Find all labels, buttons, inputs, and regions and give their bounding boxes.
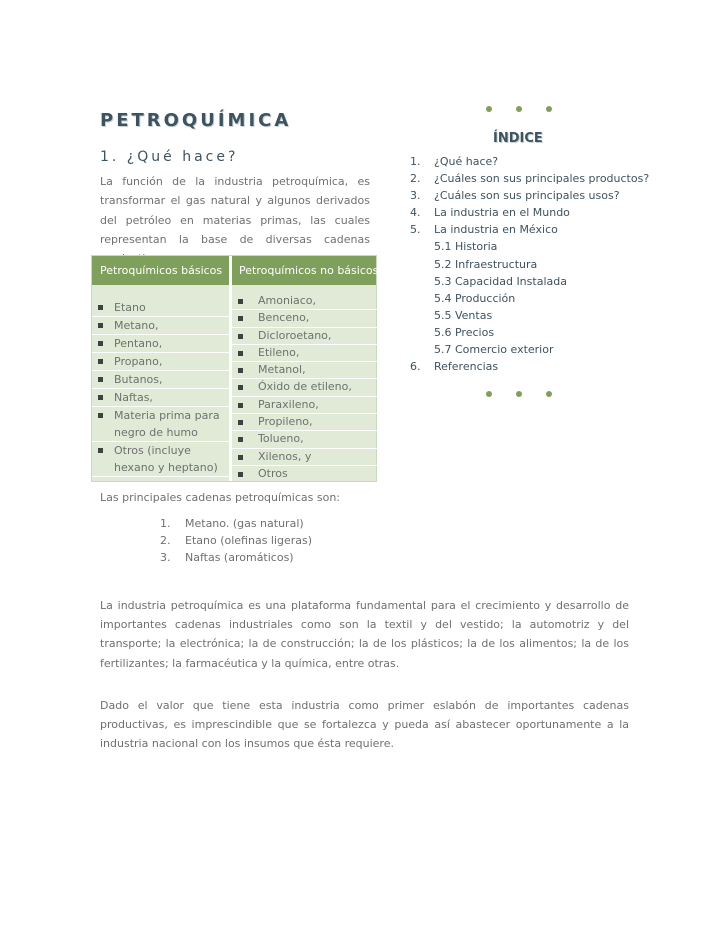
- list-item: Amoniaco,: [232, 293, 377, 310]
- list-item: Xilenos, y: [232, 449, 377, 466]
- list-item: Dicloroetano,: [232, 328, 377, 345]
- index-number: 6.: [410, 360, 421, 374]
- index-list: [410, 153, 649, 375]
- non-basic-list: [232, 293, 377, 483]
- index-subitem[interactable]: 5.1 Historia: [434, 240, 498, 254]
- industry-paragraph: La industria petroquímica es una plataforma fundamental para el crecimiento y desarrollo de importantes cadenas industriales como son la textil y del vestido; la automotriz y del transporte; la electrónica; la de construcción; la de los plásticos; la de los alimentos; la de los fertilizantes; la farmacéutica y la química, entre otras.: [100, 599, 629, 670]
- decorative-dots-top: [486, 106, 576, 112]
- index-title: ÍNDICE: [493, 131, 543, 146]
- list-text: Naftas (aromáticos): [185, 551, 294, 564]
- list-number: 3.: [160, 551, 171, 564]
- list-item: Metano,: [92, 317, 229, 335]
- index-label: Referencias: [434, 360, 499, 374]
- products-table-header: [92, 256, 379, 285]
- index-label: ¿Qué hace?: [434, 155, 499, 168]
- list-number: 2.: [160, 534, 171, 547]
- index-item[interactable]: [410, 153, 649, 170]
- list-item: Tolueno,: [232, 431, 377, 448]
- intro-paragraph: La función de la industria petroquímica, es transformar el gas natural y algunos derivados del petróleo en materias primas, las cuales representan la base de diversas cadenas: [100, 175, 370, 246]
- index-number: 2.: [410, 172, 421, 186]
- list-item: [160, 515, 312, 532]
- index-label: La industria en el Mundo: [434, 206, 570, 220]
- list-text: Metano. (gas natural): [185, 517, 304, 530]
- index-subitem[interactable]: 5.2 Infraestructura: [434, 257, 538, 271]
- chains-intro: Las principales cadenas petroquímicas son:: [100, 491, 340, 504]
- section-heading: 1. ¿Qué hace?: [100, 149, 239, 165]
- basic-list: [92, 299, 229, 477]
- index-subitem[interactable]: 5.7 Comercio exterior: [434, 343, 554, 357]
- dot-icon: [486, 106, 492, 112]
- basic-header: Petroquímicos básicos: [100, 264, 223, 277]
- list-item: [160, 549, 312, 566]
- list-text: Etano (olefinas ligeras): [185, 534, 313, 547]
- dot-icon: [546, 106, 552, 112]
- dot-icon: [486, 391, 492, 397]
- dot-icon: [516, 106, 522, 112]
- index-number: 5.: [410, 223, 421, 237]
- index-number: 4.: [410, 206, 421, 220]
- list-item: Otros (incluye hexano y heptano): [92, 442, 229, 477]
- list-item: Materia prima para negro de humo: [92, 407, 229, 442]
- list-item: Propileno,: [232, 414, 377, 431]
- index-label: La industria en México: [434, 223, 558, 237]
- index-label: ¿Cuáles son sus principales usos?: [434, 189, 620, 203]
- list-item: Naftas,: [92, 389, 229, 407]
- index-subitem[interactable]: 5.6 Precios: [434, 325, 495, 339]
- products-table: [91, 255, 377, 482]
- list-item: Etano: [92, 299, 229, 317]
- index-item[interactable]: [410, 170, 649, 187]
- index-subitem[interactable]: 5.3 Capacidad Instalada: [434, 274, 567, 288]
- index-number: 3.: [410, 189, 421, 203]
- list-item: Otros: [232, 466, 377, 483]
- chains-list: [160, 515, 312, 566]
- list-item: Benceno,: [232, 310, 377, 327]
- index-subitem[interactable]: 5.5 Ventas: [434, 308, 493, 322]
- list-item: Butanos,: [92, 371, 229, 389]
- index-item[interactable]: [410, 221, 649, 238]
- list-item: Pentano,: [92, 335, 229, 353]
- dot-icon: [516, 391, 522, 397]
- index-subitem[interactable]: 5.4 Producción: [434, 291, 516, 305]
- page-title: PETROQUÍMICA: [100, 110, 292, 131]
- list-item: Etileno,: [232, 345, 377, 362]
- index-item[interactable]: [410, 358, 649, 375]
- list-number: 1.: [160, 517, 171, 530]
- index-item[interactable]: [410, 204, 649, 221]
- list-item: Metanol,: [232, 362, 377, 379]
- value-paragraph: Dado el valor que tiene esta industria como primer eslabón de importantes cadenas productivas, es imprescindible que se fortalezca y pueda así abastecer oportunamente a la industria nacional con los insumos que ésta requiere.: [100, 699, 629, 751]
- list-item: [160, 532, 312, 549]
- decorative-dots-bottom: [486, 391, 576, 397]
- index-item[interactable]: [410, 187, 649, 204]
- index-number: 1.: [410, 155, 421, 168]
- list-item: Óxido de etileno,: [232, 379, 377, 396]
- index-label: ¿Cuáles son sus principales productos?: [434, 172, 650, 186]
- list-item: Propano,: [92, 353, 229, 371]
- non-basic-header: Petroquímicos no básicos: [239, 264, 379, 277]
- dot-icon: [546, 391, 552, 397]
- list-item: Paraxileno,: [232, 397, 377, 414]
